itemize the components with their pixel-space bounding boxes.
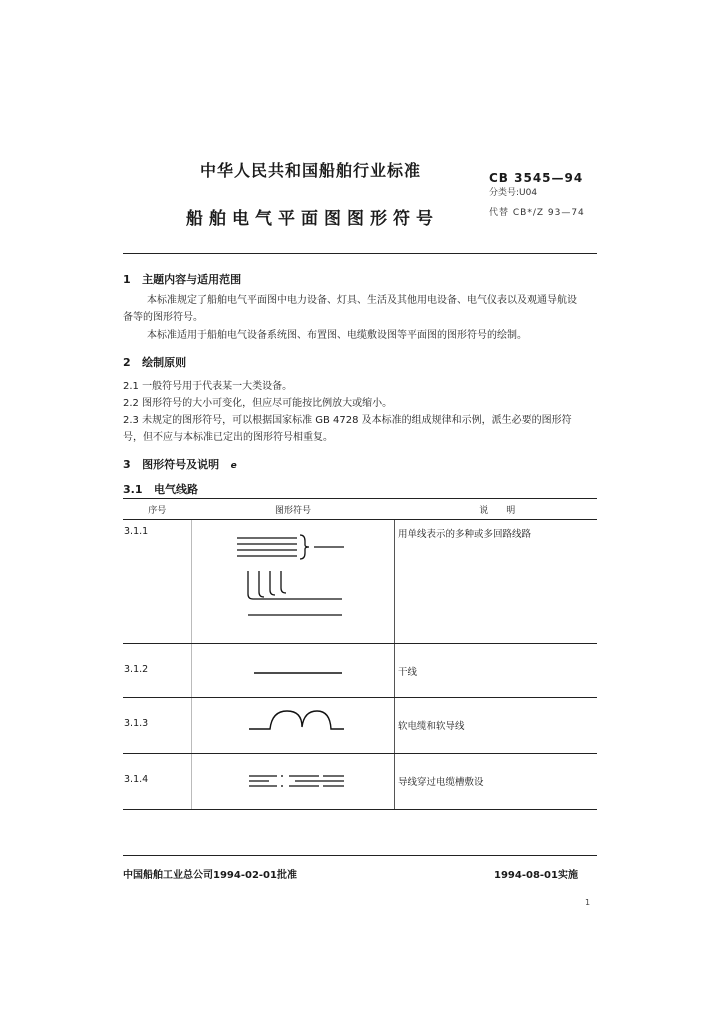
row-seq: 3.1.2 [123,644,192,698]
subsection-3-1-title: 电气线路 [154,483,198,496]
table-row [123,754,597,810]
row-seq: 3.1.4 [123,754,192,810]
header-symbol: 图形符号 [192,499,395,520]
symbol-table [123,499,597,810]
page-number: 1 [585,898,591,907]
table-header-row [123,499,597,520]
table-row [123,644,597,698]
header-rule [123,253,597,254]
s2-item-2: 2.2 图形符号的大小可变化，但应尽可能按比例放大或缩小。 [123,398,393,409]
row-desc: 用单线表示的多种或多回路线路 [395,520,598,644]
replaces-note: 代替 CB*/Z 93—74 [489,208,585,218]
row-symbol [192,644,395,698]
flexible-cable-icon [192,698,394,752]
s1-para1-line1: 本标准规定了船舶电气平面图中电力设备、灯具、生活及其他用电设备、电气仪表以及观通导航设 [147,295,577,306]
classification: 分类号:U04 [489,188,538,198]
org-title: 中华人民共和国船舶行业标准 [200,161,422,180]
section-2-heading [123,354,186,370]
subsection-3-1-number: 3.1 [123,483,143,496]
row-symbol [192,520,395,644]
section-1-number: 1 [123,273,131,286]
s1-para2: 本标准适用于船舶电气设备系统图、布置图、电缆敷设图等平面图的图形符号的绘制。 [147,330,527,341]
header-desc: 说 明 [395,499,598,520]
s2-item-3-line2: 号，但不应与本标准已定出的图形符号相重复。 [123,432,333,443]
section-2-number: 2 [123,356,131,369]
table-row [123,698,597,754]
subsection-3-1-heading [123,481,198,497]
cable-tray-line-icon [192,754,394,808]
section-1-title: 主题内容与适用范围 [142,273,242,286]
standard-code: CB 3545—94 [489,171,584,185]
s2-item-3-line1: 2.3 未规定的图形符号，可以根据国家标准 GB 4728 及本标准的组成规律和示例，派生必要的图形符 [123,415,572,426]
standard-title: 船舶电气平面图图形符号 [186,209,439,229]
effective-date: 1994-08-01实施 [494,870,578,881]
section-3-title: 图形符号及说明 [142,458,220,471]
row-symbol [192,754,395,810]
multi-line-symbol-icon [192,520,394,638]
section-1-heading [123,271,241,287]
approval-note: 中国船舶工业总公司1994-02-01批准 [123,870,297,881]
s1-para1-line2: 备等的图形符号。 [123,312,203,323]
table-row [123,520,597,644]
row-symbol [192,698,395,754]
section-3-number: 3 [123,458,131,471]
row-seq: 3.1.3 [123,698,192,754]
row-desc: 干线 [395,644,598,698]
section-2-title: 绘制原则 [142,356,187,369]
section-3-mark: e [230,461,237,471]
trunk-line-icon [192,644,394,696]
section-3-heading [123,456,237,472]
row-seq: 3.1.1 [123,520,192,644]
row-desc: 导线穿过电缆槽敷设 [395,754,598,810]
row-desc: 软电缆和软导线 [395,698,598,754]
header-seq: 序号 [123,499,192,520]
s2-item-1: 2.1 一般符号用于代表某一大类设备。 [123,381,293,392]
footer-rule [123,855,597,856]
